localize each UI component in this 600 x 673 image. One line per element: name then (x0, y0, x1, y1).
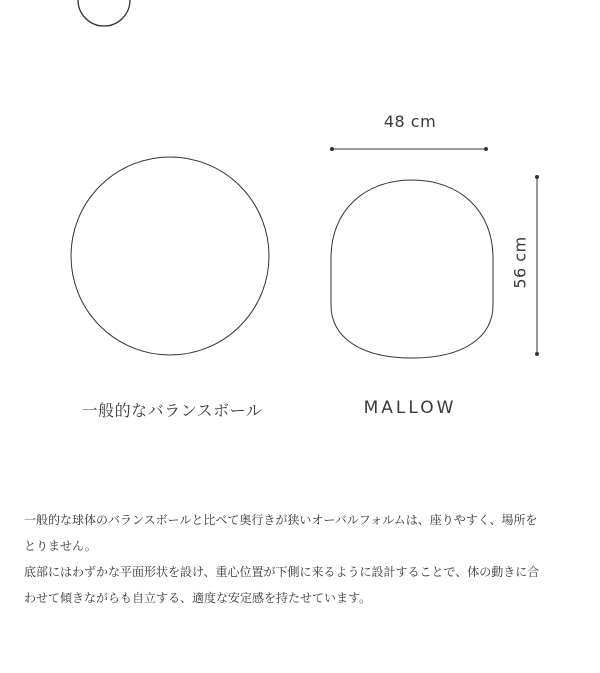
description-line: 底部にはわずかな平面形状を設け、重心位置が下側に来るように設計することで、体の動きに合 (24, 565, 540, 579)
height-dimension-line (535, 175, 539, 356)
mallow-caption: MALLOW (363, 398, 457, 418)
width-dimension-line (330, 147, 488, 151)
description-text (24, 507, 584, 611)
width-dimension-label: 48 cm (383, 112, 437, 131)
description-line: 一般的な球体のバランスボールと比べて奥行きが狭いオーバルフォルムは、座りやすく、場所を (24, 513, 538, 527)
description-line: とりません。 (24, 539, 97, 553)
balance-ball-caption: 一般的なバランスボール (81, 401, 263, 420)
step-number-circle (78, 0, 130, 26)
description-line: わせて傾きながらも自立する、適度な安定感を持たせています。 (24, 591, 372, 605)
balance-ball-outline (71, 157, 269, 355)
mallow-outline (331, 180, 493, 358)
height-dimension-label: 56 cm (510, 236, 530, 289)
